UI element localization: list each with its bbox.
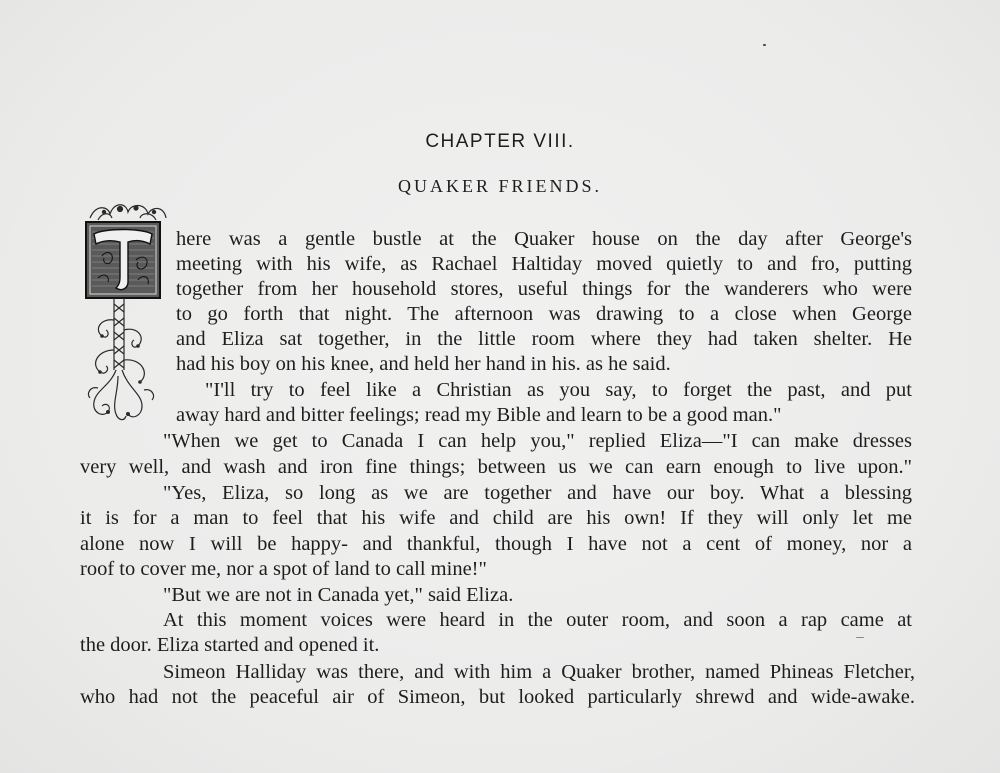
paper-speck xyxy=(763,44,766,46)
text-line: very well, and wash and iron fine things; between us we can earn enough to live upon." xyxy=(80,456,912,478)
chapter-subtitle: QUAKER FRIENDS. xyxy=(397,176,602,196)
text-line: "When we get to Canada I can help you," replied Eliza—"I can make dresses xyxy=(163,430,912,452)
text-line: here was a gentle bustle at the Quaker house on the day after George's xyxy=(176,228,912,250)
text-line: "I'll try to feel like a Christian as you say, to forget the past, and put xyxy=(205,379,912,401)
text-line: and Eliza sat together, in the little room where they had taken shelter. He xyxy=(176,328,912,350)
text-line: alone now I will be happy- and thankful, though I have not a cent of money, nor a xyxy=(80,533,912,555)
text-line: the door. Eliza started and opened it. xyxy=(80,634,380,656)
chapter-title: CHAPTER VIII. xyxy=(425,131,575,152)
text-line: away hard and bitter feelings; read my Bible and learn to be a good man." xyxy=(176,404,782,426)
text-line: Simeon Halliday was there, and with him a Quaker brother, named Phineas Fletcher, xyxy=(163,661,915,683)
text-line: it is for a man to feel that his wife and child are his own! If they will only let me xyxy=(80,507,912,529)
text-line: together from her household stores, useful things for the wanderers who were xyxy=(176,278,912,300)
text-line: "But we are not in Canada yet," said Eliza. xyxy=(163,584,514,606)
text-line: At this moment voices were heard in the outer room, and soon a rap came at xyxy=(163,609,912,631)
text-line: to go forth that night. The afternoon was drawing to a close when George xyxy=(176,303,912,325)
text-line: "Yes, Eliza, so long as we are together and have our boy. What a blessing xyxy=(163,482,912,504)
paper-speck xyxy=(856,637,864,638)
text-line: roof to cover me, nor a spot of land to call mine!" xyxy=(80,558,487,580)
ornamental-initial-t-icon xyxy=(80,200,172,430)
text-line: had his boy on his knee, and held her hand in his. as he said. xyxy=(176,353,671,375)
text-line: meeting with his wife, as Rachael Haltiday moved quietly to and fro, putting xyxy=(176,253,912,275)
text-line: who had not the peaceful air of Simeon, but looked particularly shrewd and wide-awake. xyxy=(80,686,915,708)
